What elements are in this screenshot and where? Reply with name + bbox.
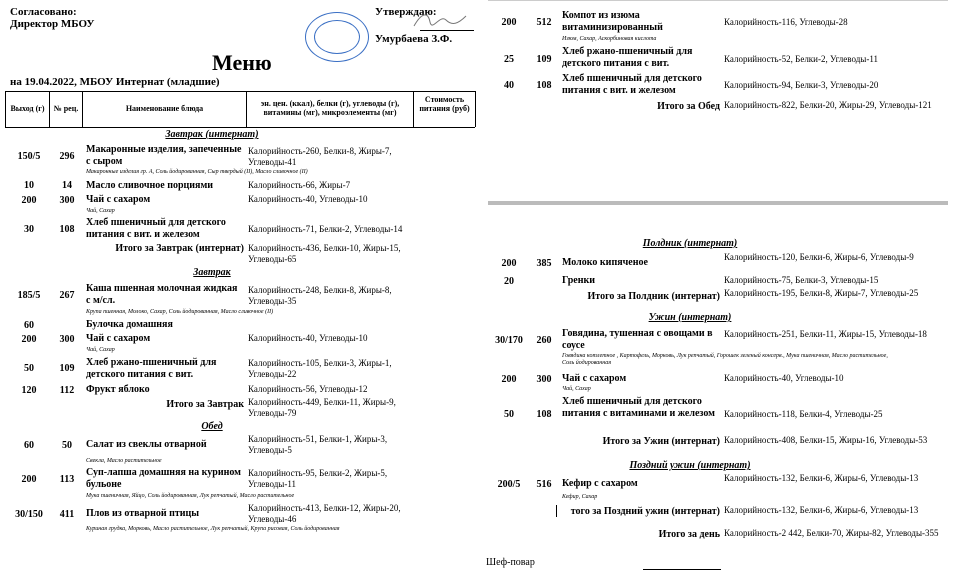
dish-nutrition: Калорийность-52, Белки-2, Углеводы-11 — [724, 54, 879, 64]
row-recipe: 109 — [59, 363, 75, 374]
row-recipe: 50 — [62, 440, 72, 451]
dish-name: Молоко кипяченое — [562, 257, 648, 268]
dish-name: Фрукт яблоко — [86, 384, 150, 395]
dish-nutrition: Калорийность-40, Углеводы-10 — [724, 373, 844, 383]
total-label: Итого за Обед — [657, 101, 720, 112]
row-recipe: 296 — [59, 151, 75, 162]
director-label: Директор МБОУ — [10, 18, 95, 30]
row-recipe: 516 — [536, 479, 552, 490]
dish-name: Чай с сахаром — [86, 194, 151, 205]
total-label: Итого за Ужин (интернат) — [602, 436, 720, 447]
dish-name: Хлеб пшеничный для детского питания с витаминами и железом — [562, 396, 715, 419]
total-label: Итого за Завтрак — [166, 399, 244, 410]
row-output: 60 — [24, 440, 34, 451]
dish-name: Компот из изюма витаминизированный — [562, 10, 663, 33]
col-dish: Наименование блюда — [125, 104, 204, 113]
row-output: 120 — [21, 385, 37, 396]
page-break — [488, 201, 948, 205]
total-nutrition: Калорийность-2 442, Белки-70, Жиры-82, Углеводы-355 — [724, 528, 939, 538]
dish-name: Чай с сахаром — [562, 373, 627, 384]
row-output: 150/5 — [17, 151, 41, 162]
dish-name: Суп-лапша домашняя на курином бульоне — [86, 467, 241, 490]
row-recipe: 108 — [59, 224, 75, 235]
dish-name: Кефир с сахаром — [562, 478, 638, 489]
page-title: Меню — [212, 50, 272, 75]
dish-name: Хлеб ржано-пшеничный для детского питания с вит. — [86, 357, 217, 380]
row-recipe: 385 — [536, 258, 552, 269]
col-recipe: № рец. — [53, 104, 79, 113]
dish-composition: Чай, Сахар — [86, 208, 115, 214]
dish-nutrition: Калорийность-51, Белки-1, Жиры-3, Углеводы-5 — [248, 434, 388, 455]
dish-composition: Изюм, Сахар, Аскорбиновая кислота — [562, 36, 657, 42]
dish-nutrition: Калорийность-105, Белки-3, Жиры-1, Углеводы-22 — [248, 358, 392, 379]
row-recipe: 14 — [62, 180, 72, 191]
total-nutrition: Калорийность-449, Белки-11, Жиры-9, Углеводы-79 — [248, 397, 396, 418]
total-nutrition: Калорийность-132, Белки-6, Жиры-6, Углеводы-13 — [724, 505, 919, 515]
dish-composition: Кефир, Сахар — [562, 494, 598, 500]
row-recipe: 411 — [59, 509, 75, 520]
row-output: 10 — [24, 180, 34, 191]
dish-nutrition: Калорийность-413, Белки-12, Жиры-20, Углеводы-46 — [248, 503, 401, 524]
total-nutrition: Калорийность-408, Белки-15, Жиры-16, Углеводы-53 — [724, 435, 928, 445]
total-label: Итого за день — [658, 529, 720, 540]
dish-name: Плов из отварной птицы — [86, 508, 200, 519]
row-recipe: 108 — [536, 409, 552, 420]
row-recipe: 300 — [59, 195, 75, 206]
dish-name: Булочка домашняя — [86, 319, 173, 330]
dish-composition: Макаронные изделия гр. А, Соль йодированная, Сыр твердый (II), Масло сливочное (II) — [86, 169, 308, 175]
dish-composition: Мука пшеничная, Яйцо, Соль йодированная, Лук репчатый, Масло растительное — [86, 493, 295, 499]
dish-nutrition: Калорийность-94, Белки-3, Углеводы-20 — [724, 80, 879, 90]
dish-nutrition: Калорийность-71, Белки-2, Углеводы-14 — [248, 224, 403, 234]
dish-name: Хлеб пшеничный для детского питания с вит. и железом — [86, 217, 226, 240]
dish-nutrition: Калорийность-132, Белки-6, Жиры-6, Углеводы-13 — [724, 473, 919, 483]
row-output: 60 — [24, 320, 34, 331]
dish-nutrition: Калорийность-251, Белки-11, Жиры-15, Углеводы-18 — [724, 329, 927, 339]
dish-nutrition: Калорийность-66, Жиры-7 — [248, 180, 351, 190]
section-snack: Полдник (интернат) — [642, 238, 738, 249]
dish-composition: Говядина котлетное , Картофель, Морковь, Лук репчатый, Горошек зеленый консерв., Мука пшеничная, Масло растительное, Соль йодированная — [562, 353, 888, 366]
row-recipe: 109 — [536, 54, 552, 65]
section-late-dinner: Поздний ужин (интернат) — [629, 460, 751, 471]
dish-name: Хлеб ржано-пшеничный для детского питания с вит. — [562, 46, 693, 69]
dish-nutrition: Калорийность-248, Белки-8, Жиры-8, Углеводы-35 — [248, 285, 392, 306]
total-label: того за Поздний ужин (интернат) — [570, 506, 720, 517]
row-output: 50 — [24, 363, 34, 374]
dish-nutrition: Калорийность-116, Углеводы-28 — [724, 17, 848, 27]
dish-composition: Свекла, Масло растительное — [86, 458, 162, 464]
row-recipe: 112 — [59, 385, 75, 396]
row-output: 200 — [21, 334, 37, 345]
dish-composition: Крупа пшенная, Молоко, Сахар, Соль йодированная, Масло сливочное (II) — [86, 309, 274, 315]
row-output: 25 — [504, 54, 514, 65]
row-output: 50 — [504, 409, 514, 420]
chef-label: Шеф-повар — [486, 557, 535, 568]
dish-name: Гренки — [562, 275, 596, 286]
row-recipe: 300 — [536, 374, 552, 385]
dish-name: Макаронные изделия, запеченные с сыром — [86, 144, 242, 167]
row-output: 30/150 — [15, 509, 43, 520]
dish-name: Хлеб пшеничный для детского питания с вит. и железом — [562, 73, 702, 96]
row-output: 20 — [504, 276, 514, 287]
approver-name: Умурбаева З.Ф. — [375, 33, 453, 45]
total-nutrition: Калорийность-436, Белки-10, Жиры-15, Углеводы-65 — [248, 243, 401, 264]
dish-name: Масло сливочное порциями — [86, 180, 214, 191]
row-recipe: 260 — [536, 335, 552, 346]
total-nutrition: Калорийность-822, Белки-20, Жиры-29, Углеводы-121 — [724, 100, 932, 110]
signature — [410, 8, 470, 30]
row-output: 200/5 — [497, 479, 521, 490]
row-output: 200 — [501, 258, 517, 269]
row-recipe: 108 — [536, 80, 552, 91]
section-dinner: Ужин (интернат) — [648, 312, 732, 323]
section-lunch: Обед — [201, 421, 223, 432]
col-output: Выход (г) — [10, 104, 45, 113]
row-output: 200 — [501, 17, 517, 28]
row-output: 30/170 — [495, 335, 523, 346]
row-recipe: 300 — [59, 334, 75, 345]
agreed-label: Согласовано: — [10, 6, 77, 18]
dish-nutrition: Калорийность-56, Углеводы-12 — [248, 384, 368, 394]
dish-name: Салат из свеклы отварной — [86, 439, 207, 450]
row-output: 200 — [21, 474, 37, 485]
dish-nutrition: Калорийность-118, Белки-4, Углеводы-25 — [724, 409, 883, 419]
total-label: Итого за Полдник (интернат) — [587, 291, 720, 302]
row-output: 200 — [501, 374, 517, 385]
section-breakfast: Завтрак — [193, 267, 231, 278]
col-price: Стоимость питания (руб) — [419, 95, 470, 113]
dish-name: Чай с сахаром — [86, 333, 151, 344]
dish-nutrition: Калорийность-95, Белки-2, Жиры-5, Углеводы-11 — [248, 468, 388, 489]
dish-composition: Чай, Сахар — [562, 386, 591, 392]
dish-name: Говядина, тушенная с овощами в соусе — [562, 328, 713, 351]
dish-nutrition: Калорийность-40, Углеводы-10 — [248, 194, 368, 204]
dish-composition: Чай, Сахар — [86, 347, 115, 353]
total-nutrition: Калорийность-195, Белки-8, Жиры-7, Углеводы-25 — [724, 288, 919, 298]
section-breakfast-int: Завтрак (интернат) — [165, 129, 259, 140]
stamp-seal — [305, 12, 369, 62]
dish-nutrition: Калорийность-260, Белки-8, Жиры-7, Углеводы-41 — [248, 146, 392, 167]
page-subtitle: на 19.04.2022, МБОУ Интернат (младшие) — [10, 76, 220, 88]
dish-nutrition: Калорийность-75, Белки-3, Углеводы-15 — [724, 275, 879, 285]
row-output: 200 — [21, 195, 37, 206]
dish-composition: Куриная грудка, Морковь, Масло растительное, Лук репчатый, Крупа рисовая, Соль йодированная — [86, 526, 340, 532]
col-nutrition: эн. цен. (ккал), белки (г), углеводы (г), витамины (мг), микроэлементы (мг) — [260, 99, 400, 117]
dish-name: Каша пшенная молочная жидкая с м/сл. — [86, 283, 238, 306]
dish-nutrition: Калорийность-120, Белки-6, Жиры-6, Углеводы-9 — [724, 252, 914, 262]
row-output: 185/5 — [17, 290, 41, 301]
approve-label: Утверждаю: — [375, 6, 437, 18]
row-recipe: 113 — [59, 474, 75, 485]
row-recipe: 267 — [59, 290, 75, 301]
dish-nutrition: Калорийность-40, Углеводы-10 — [248, 333, 368, 343]
total-label: Итого за Завтрак (интернат) — [115, 243, 244, 254]
row-recipe: 512 — [536, 17, 552, 28]
row-output: 40 — [504, 80, 514, 91]
row-output: 30 — [24, 224, 34, 235]
